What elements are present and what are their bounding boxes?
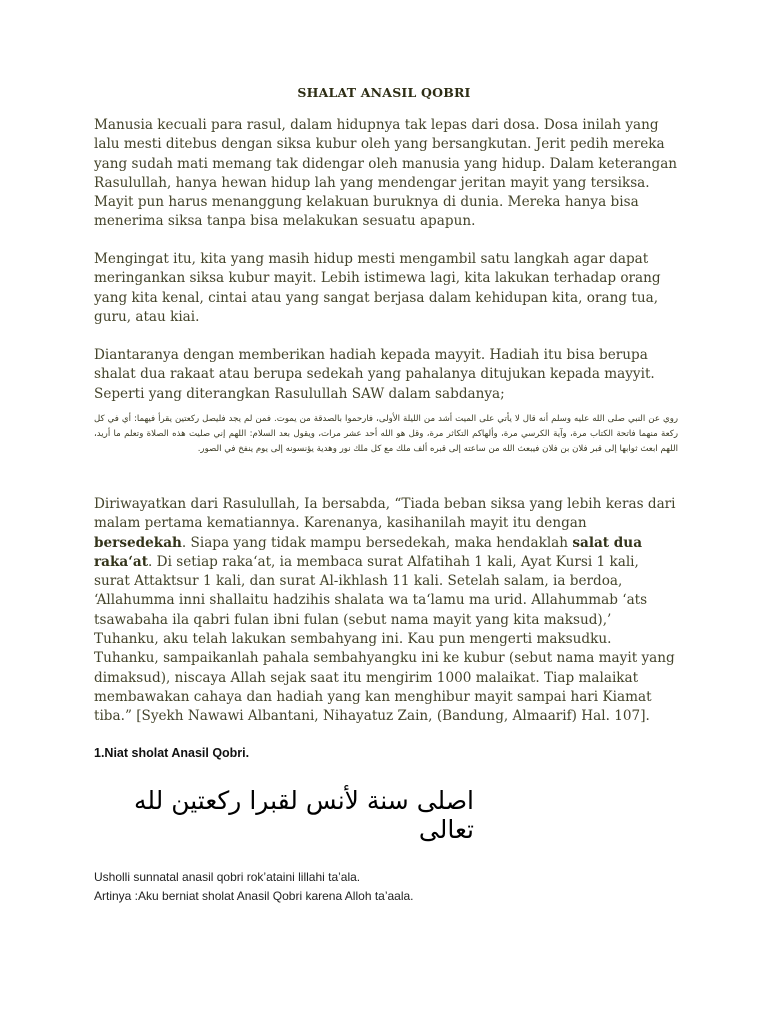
translation-part-3: . Di setiap raka‘at, ia membaca surat Alfatihah 1 kali, Ayat Kursi 1 kali, surat Attaktsur 1 kali, dan surat Al-ikhlash 11 kali. Setelah salam, ia berdoa, ‘Allahumma inni shallaitu hadzihis shalata wa ta‘lamu ma urid. Allahummab ‘ats tsawabaha ila qabri fulan ibni fulan (sebut nama mayit yang kita maksud),’ Tuhanku, aku telah lakukan sembahyang ini. Kau pun mengerti maksudku. Tuhanku, sampaikanlah pahala sembahyangku ini ke kubur (sebut nama mayit yang dimaksud), niscaya Allah sejak saat itu mengirim 1000 malaikat. Tiap malaikat membawakan cahaya dan hadiah yang kan menghibur mayit sampai hari Kiamat tiba.” [Syekh Nawawi Albantani, Nihayatuz Zain, (Bandung, Almaarif) Hal. 107]. [94,553,675,725]
paragraph-reminder: Mengingat itu, kita yang masih hidup mesti mengambil satu langkah agar dapat meringankan siksa kubur mayit. Lebih istimewa lagi, kita lakukan terhadap orang yang kita kenal, cintai atau yang sangat berjasa dalam kehidupan kita, orang tua, guru, atau kiai. [94,251,661,325]
niat-latin-transliteration: Usholli sunnatal anasil qobri rok’ataini lillahi ta’ala. [94,870,361,884]
paragraph-intro: Manusia kecuali para rasul, dalam hidupnya tak lepas dari dosa. Dosa inilah yang lalu mesti ditebus dengan siksa kubur oleh yang bersangkutan. Jerit pedih mereka yang sudah mati memang tak didengar oleh manusia yang hidup. Dalam keterangan Rasulullah, hanya hewan hidup lah yang mendengar jeritan mayit yang tersiksa. Mayit pun harus menanggung kelakuan buruknya di dunia. Mereka hanya bisa menerima siksa tanpa bisa melakukan sesuatu apapun. [94,117,678,230]
paragraph-hadith-translation [94,495,678,727]
bold-bersedekah: bersedekah [94,534,182,551]
paragraph-hadiah: Diantaranya dengan memberikan hadiah kepada mayyit. Hadiah itu bisa berupa shalat dua rakaat atau berupa sedekah yang pahalanya ditujukan kepada mayyit. Seperti yang diterangkan Rasulullah SAW dalam sabdanya; [94,347,655,402]
niat-heading: 1.Niat sholat Anasil Qobri. [94,746,250,760]
hadith-arabic-text: روي عن النبي صلى الله عليه وسلم أنه قال لا يأتي على الميت أشد من الليلة الأولى، فارحموا بالصدقة من يموت. فمن لم يجد فليصل ركعتين يقرأ فيهما: أي في كل ركعة منهما فاتحة الكتاب مرة، وآية الكرسي مرة، وألهاكم التكاثر مرة، وقل هو الله أحد عشر مرات، ويقول بعد السلام: اللهم إني صليت هذه الصلاة وتعلم ما أريد، اللهم ابعث ثوابها إلى قبر فلان بن فلان فيبعث الله من ساعته إلى قبره ألف ملك مع كل ملك نور وهدية يؤنسونه إلى يوم ينفخ في الصور. [94,414,678,454]
page-title: SHALAT ANASIL QOBRI [297,85,471,100]
translation-part-1: Diriwayatkan dari Rasulullah, Ia bersabda, “Tiada beban siksa yang lebih keras dari malam pertama kematiannya. Karenanya, kasihanilah mayit itu dengan [94,496,676,532]
bold-salat-dua-rakaat: salat dua raka‘at [94,534,643,570]
niat-arabic-text: اصلى سنة لأنس لقبرا ركعتين لله تعالى [133,786,474,844]
niat-meaning: Artinya :Aku berniat sholat Anasil Qobri karena Alloh ta’aala. [94,889,414,903]
translation-part-2: . Siapa yang tidak mampu bersedekah, maka hendaklah [181,534,573,551]
